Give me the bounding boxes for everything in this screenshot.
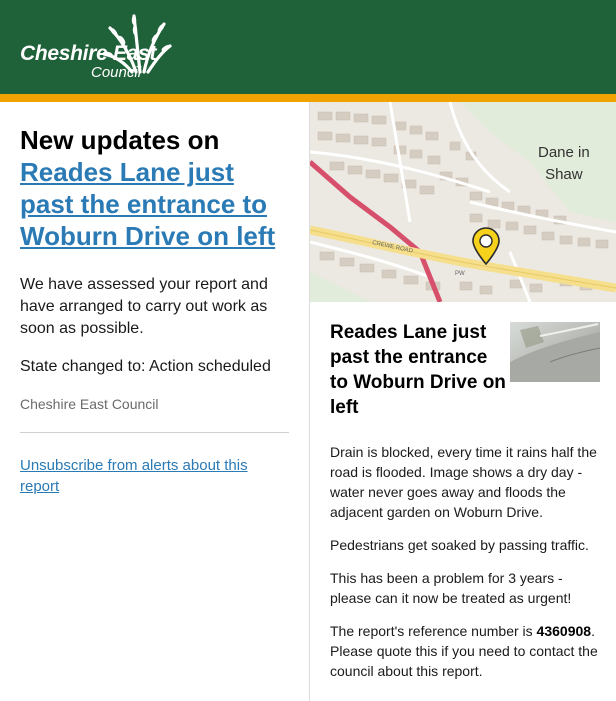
drain-photo-image <box>510 322 600 382</box>
accent-bar <box>0 94 616 102</box>
reference-paragraph <box>330 621 600 681</box>
report-panel <box>330 320 600 694</box>
report-title-link[interactable]: Reades Lane just past the entrance to Woburn Drive on left <box>20 157 276 251</box>
map-place-label-line1: Dane in <box>538 144 590 161</box>
header-banner <box>0 0 616 94</box>
heading-prefix: New updates on <box>20 125 220 155</box>
unsubscribe-link[interactable]: Unsubscribe from alerts about this report <box>20 457 248 495</box>
location-pin-icon[interactable] <box>471 227 501 265</box>
report-body-paragraph-1: Drain is blocked, every time it rains half the road is flooded. Image shows a dry day - water never goes away and floods the adjacent garden on Woburn Drive. <box>330 444 597 520</box>
svg-text:PW: PW <box>455 271 465 277</box>
logo-name: Cheshire East <box>20 42 157 65</box>
update-heading <box>20 124 290 252</box>
update-panel <box>20 102 290 497</box>
report-map[interactable] <box>310 102 616 302</box>
map-place-label <box>538 142 590 186</box>
report-description <box>330 442 600 681</box>
update-message: We have assessed your report and have arranged to carry out work as soon as possible. <box>20 276 268 337</box>
report-photo[interactable] <box>510 322 600 382</box>
ref-suffix: . Please quote this if you need to contact the council about this report. <box>330 623 598 679</box>
state-change-text: State changed to: Action scheduled <box>20 358 271 375</box>
reference-number: 4360908 <box>536 623 592 639</box>
logo-subtitle: Council <box>91 64 142 81</box>
organisation-name: Cheshire East Council <box>20 396 159 412</box>
ref-prefix: The report's reference number is <box>330 623 537 639</box>
svg-text:CREWE ROAD: CREWE ROAD <box>371 240 414 255</box>
map-place-label-line2: Shaw <box>545 166 583 183</box>
report-body-paragraph-3: This has been a problem for 3 years - please can it now be treated as urgent! <box>330 570 572 606</box>
report-body-paragraph-2: Pedestrians get soaked by passing traffic. <box>330 537 589 553</box>
map-tiles <box>310 102 616 302</box>
divider <box>20 432 289 433</box>
report-title: Reades Lane just past the entrance to Woburn Drive on left <box>330 322 506 418</box>
